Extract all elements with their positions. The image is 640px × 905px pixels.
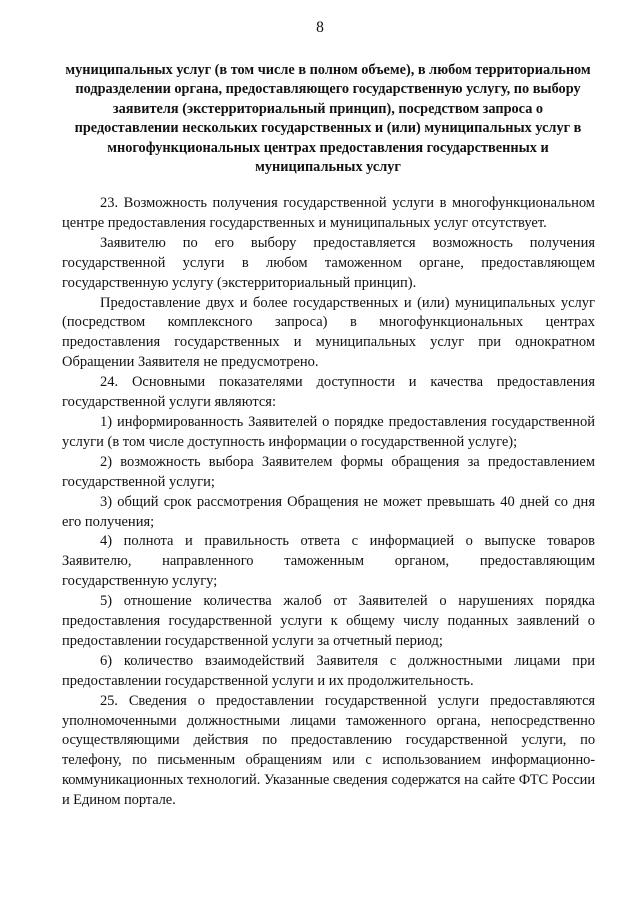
paragraph-24: 24. Основными показателями доступности и качества предоставления государственной услуги являются: <box>62 374 595 411</box>
paragraph-complex-request: Предоставление двух и более государственных и (или) муниципальных услуг (посредством комплексного запроса) в многофункциональных центрах предоставления государственных и муниципальных услуг при однократном Обращении Заявителя не предусмотрено. <box>62 294 595 371</box>
page-number: 8 <box>316 19 324 36</box>
list-item-4: 4) полнота и правильность ответа с информацией о выпуске товаров Заявителю, направленного таможенным органом, предоставляющим государственную услугу; <box>62 533 595 590</box>
paragraph-23: 23. Возможность получения государственной услуги в многофункциональном центре предоставления государственных и муниципальных услуг отсутствует. <box>62 195 595 231</box>
list-item-6: 6) количество взаимодействий Заявителя с должностными лицами при предоставлении государственной услуги и их продолжительность. <box>62 652 595 689</box>
list-item-5: 5) отношение количества жалоб от Заявителей о нарушениях порядка предоставления государственной услуги к общему числу поданных заявлений о предоставлении государственной услуги за отчетный период; <box>62 593 595 649</box>
paragraph-25: 25. Сведения о предоставлении государственной услуги предоставляются уполномоченными должностными лицами таможенного органа, непосредственно осуществляющими действия по предоставлению государственной услуги, по телефону, по письменным обращениям или с использованием информационно-коммуникационных технологий. Указанные сведения содержатся на сайте ФТС России и Едином портале. <box>62 692 595 809</box>
list-item-1: 1) информированность Заявителей о порядке предоставления государственной услуги (в том числе доступность информации о государственной услуге); <box>62 413 595 450</box>
list-item-3: 3) общий срок рассмотрения Обращения не может превышать 40 дней со дня его получения; <box>62 493 595 530</box>
list-item-2: 2) возможность выбора Заявителем формы обращения за предоставлением государственной услуги; <box>62 453 595 490</box>
paragraph-extraterritorial: Заявителю по его выбору предоставляется возможность получения государственной услуги в любом таможенном органе, предоставляющем государственную услугу (экстерриториальный принцип). <box>62 234 595 291</box>
document-body <box>62 194 595 811</box>
section-heading: муниципальных услуг (в том числе в полном объеме), в любом территориальном подразделении органа, предоставляющего государственную услугу, по выбору заявителя (экстерриториальный принцип), посредством запроса о предоставлении нескольких государственных и (или) муниципальных услуг в многофункциональных центрах предоставления государственных и муниципальных услуг <box>65 62 591 176</box>
